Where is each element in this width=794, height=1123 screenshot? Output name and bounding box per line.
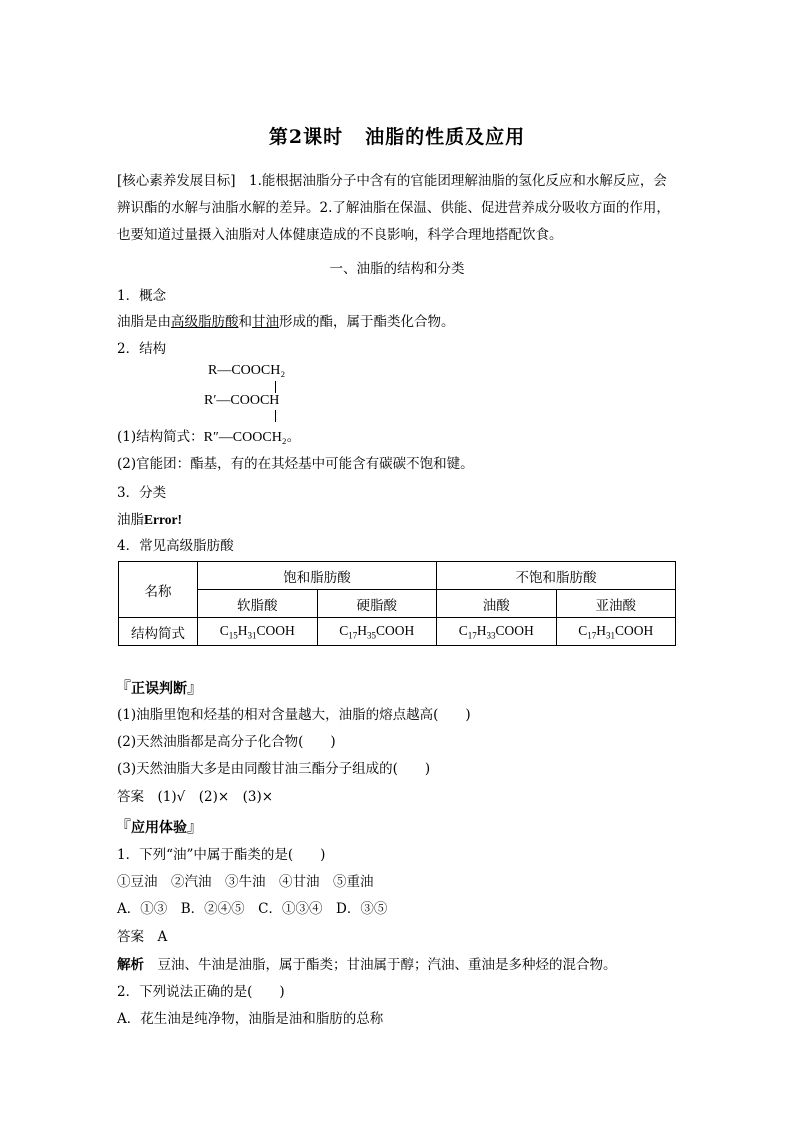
table-cell-name-header: 名称	[119, 562, 198, 618]
concept-underlined-2: 甘油	[252, 314, 279, 330]
apply-question-1-options: A．①③ B．②④⑤ C．①③④ D．③⑤	[117, 901, 388, 917]
title-lesson: 第2课时	[268, 126, 344, 148]
functional-group-text: (2)官能团：酯基，有的在其烃基中可能含有碳碳不饱和键。	[117, 456, 474, 472]
structure-heading: 2．结构	[117, 341, 167, 357]
core-goals-label: [核心素养发展目标]	[117, 173, 236, 189]
table-row	[119, 590, 676, 618]
concept-underlined-1: 高级脂肪酸	[171, 314, 239, 330]
structure-row-1: R—COOCH₂	[208, 363, 286, 378]
table-cell-saturated-group: 饱和脂肪酸	[198, 562, 437, 590]
core-goals-paragraph	[117, 168, 677, 249]
apply-question-1: 1．下列“油”中属于酯类的是( )	[117, 847, 326, 863]
classification-error-text: Error!	[144, 512, 182, 527]
classification-text: 油脂Error!	[117, 512, 182, 528]
judge-answer	[117, 785, 273, 805]
classification-heading: 3．分类	[117, 485, 167, 501]
table-cell-formula: $C_{17}H_{35}COOH$	[317, 618, 437, 646]
table-cell-formula: $C_{17}H_{33}COOH$	[437, 618, 557, 646]
analysis-label: 解析	[117, 957, 144, 973]
concept-text: 油脂是由高级脂肪酸和甘油形成的酯，属于酯类化合物。	[117, 314, 455, 330]
table-cell-acid-name: 油酸	[437, 590, 557, 618]
table-cell-formula: $C_{17}H_{31}COOH$	[556, 618, 676, 646]
section-heading-structure: 一、油脂的结构和分类	[329, 261, 465, 277]
answer-text: A	[157, 929, 168, 945]
bond-line-2	[275, 410, 276, 422]
structure-row-3: R″—COOCH₂	[203, 430, 287, 445]
apply-question-2-option-a: A．花生油是纯净物，油脂是油和脂肪的总称	[117, 1011, 384, 1027]
table-cell-unsaturated-group: 不饱和脂肪酸	[437, 562, 676, 590]
structure-row-2: R′—COOCH	[204, 393, 280, 408]
judge-question-1: (1)油脂里饱和烃基的相对含量越大，油脂的熔点越高( )	[117, 707, 471, 723]
fatty-acids-heading: 4．常见高级脂肪酸	[117, 538, 234, 554]
table-cell-acid-name: 硬脂酸	[317, 590, 437, 618]
answer-text: (1)√ (2)× (3)×	[157, 789, 274, 805]
title-topic: 油脂的性质及应用	[365, 126, 526, 148]
apply-question-1-items: ①豆油 ②汽油 ③牛油 ④甘油 ⑤重油	[117, 874, 374, 890]
apply-analysis	[117, 953, 617, 973]
fatty-acids-table	[118, 561, 676, 646]
table-cell-row-label: 结构简式	[119, 618, 198, 646]
analysis-text: 豆油、牛油是油脂，属于酯类；甘油属于醇；汽油、重油是多种烃的混合物。	[157, 957, 617, 973]
table-cell-formula: $C_{15}H_{31}COOH$	[198, 618, 318, 646]
table-row	[119, 618, 676, 646]
answer-label: 答案	[117, 929, 144, 945]
answer-label: 答案	[117, 789, 144, 805]
apply-section-heading: 『应用体验』	[115, 817, 204, 836]
page-title	[0, 122, 794, 149]
apply-question-2: 2．下列说法正确的是( )	[117, 984, 285, 1000]
table-cell-acid-name: 软脂酸	[198, 590, 318, 618]
bond-line-1	[275, 381, 276, 393]
apply-answer	[117, 925, 167, 945]
core-goals-text: 1.能根据油脂分子中含有的官能团理解油脂的氢化反应和水解反应，会辨识酯的水解与油脂水解的差异。2.了解油脂在保温、供能、促进营养成分吸收方面的作用，也要知道过量摄入油脂对人体健康造成的不良影响，科学合理地搭配饮食。	[117, 173, 670, 243]
table-row	[119, 562, 676, 590]
structure-simple-formula: (1)结构简式：R″—COOCH₂。	[117, 429, 301, 445]
table-cell-acid-name: 亚油酸	[556, 590, 676, 618]
judge-question-3: (3)天然油脂大多是由同酸甘油三酯分子组成的( )	[117, 761, 431, 777]
concept-heading: 1．概念	[117, 288, 167, 304]
judge-section-heading: 『正误判断』	[115, 678, 204, 697]
judge-question-2: (2)天然油脂都是高分子化合物( )	[117, 734, 336, 750]
